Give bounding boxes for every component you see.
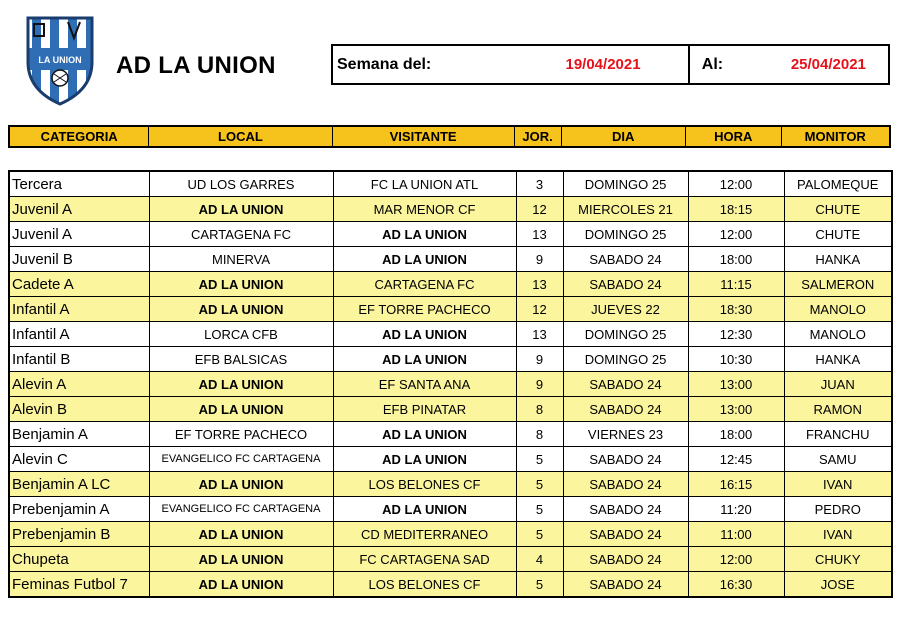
cell-visitante: LOS BELONES CF: [333, 472, 516, 497]
week-start-date: 19/04/2021: [565, 56, 641, 73]
cell-categoria: Benjamin A: [9, 422, 149, 447]
cell-monitor: MANOLO: [784, 322, 892, 347]
cell-hora: 18:30: [688, 297, 784, 322]
cell-dia: SABADO 24: [563, 522, 688, 547]
cell-visitante: AD LA UNION: [333, 322, 516, 347]
cell-categoria: Infantil A: [9, 322, 149, 347]
cell-dia: SABADO 24: [563, 497, 688, 522]
cell-local: AD LA UNION: [149, 472, 333, 497]
cell-jor: 5: [516, 472, 563, 497]
week-range-box: [331, 44, 890, 85]
cell-jor: 5: [516, 447, 563, 472]
cell-hora: 18:00: [688, 422, 784, 447]
table-row: [9, 422, 892, 447]
cell-monitor: SALMERON: [784, 272, 892, 297]
table-row: [9, 547, 892, 572]
cell-local: EF TORRE PACHECO: [149, 422, 333, 447]
cell-local: AD LA UNION: [149, 572, 333, 598]
column-header-row: [8, 125, 891, 148]
week-to-label: Al:: [701, 55, 724, 73]
cell-hora: 16:30: [688, 572, 784, 598]
table-row: [9, 497, 892, 522]
cell-visitante: AD LA UNION: [333, 497, 516, 522]
week-end-date: 25/04/2021: [790, 56, 866, 73]
cell-jor: 3: [516, 171, 563, 197]
table-row: [9, 522, 892, 547]
cell-hora: 12:30: [688, 322, 784, 347]
cell-hora: 10:30: [688, 347, 784, 372]
cell-local: UD LOS GARRES: [149, 171, 333, 197]
cell-local: AD LA UNION: [149, 372, 333, 397]
cell-categoria: Alevin A: [9, 372, 149, 397]
cell-local: AD LA UNION: [149, 197, 333, 222]
cell-monitor: CHUKY: [784, 547, 892, 572]
cell-dia: SABADO 24: [563, 547, 688, 572]
cell-visitante: LOS BELONES CF: [333, 572, 516, 598]
cell-monitor: PEDRO: [784, 497, 892, 522]
cell-visitante: CD MEDITERRANEO: [333, 522, 516, 547]
schedule-table: [8, 170, 893, 598]
cell-jor: 5: [516, 572, 563, 598]
cell-categoria: Juvenil B: [9, 247, 149, 272]
cell-hora: 16:15: [688, 472, 784, 497]
col-header-dia: DIA: [562, 127, 686, 146]
table-row: [9, 447, 892, 472]
table-row: [9, 572, 892, 598]
table-row: [9, 197, 892, 222]
cell-visitante: AD LA UNION: [333, 422, 516, 447]
cell-dia: VIERNES 23: [563, 422, 688, 447]
cell-jor: 12: [516, 297, 563, 322]
cell-jor: 9: [516, 247, 563, 272]
cell-categoria: Juvenil A: [9, 222, 149, 247]
cell-visitante: EFB PINATAR: [333, 397, 516, 422]
cell-jor: 9: [516, 372, 563, 397]
col-header-visitante: VISITANTE: [333, 127, 515, 146]
cell-visitante: MAR MENOR CF: [333, 197, 516, 222]
table-row: [9, 247, 892, 272]
cell-dia: DOMINGO 25: [563, 171, 688, 197]
cell-monitor: CHUTE: [784, 197, 892, 222]
cell-local: AD LA UNION: [149, 547, 333, 572]
cell-categoria: Benjamin A LC: [9, 472, 149, 497]
cell-visitante: CARTAGENA FC: [333, 272, 516, 297]
cell-hora: 11:00: [688, 522, 784, 547]
crest-text: LA UNION: [38, 55, 82, 65]
cell-monitor: SAMU: [784, 447, 892, 472]
cell-hora: 18:15: [688, 197, 784, 222]
cell-dia: MIERCOLES 21: [563, 197, 688, 222]
cell-visitante: AD LA UNION: [333, 247, 516, 272]
table-row: [9, 347, 892, 372]
cell-dia: DOMINGO 25: [563, 322, 688, 347]
cell-categoria: Infantil B: [9, 347, 149, 372]
col-header-categoria: CATEGORIA: [10, 127, 149, 146]
cell-jor: 9: [516, 347, 563, 372]
cell-categoria: Feminas Futbol 7: [9, 572, 149, 598]
cell-hora: 12:00: [688, 547, 784, 572]
cell-jor: 13: [516, 322, 563, 347]
club-crest: [24, 14, 96, 106]
cell-local: CARTAGENA FC: [149, 222, 333, 247]
table-row: [9, 297, 892, 322]
cell-hora: 12:00: [688, 222, 784, 247]
cell-visitante: EF SANTA ANA: [333, 372, 516, 397]
cell-local: EVANGELICO FC CARTAGENA: [149, 497, 333, 522]
cell-hora: 12:45: [688, 447, 784, 472]
cell-local: MINERVA: [149, 247, 333, 272]
cell-jor: 5: [516, 497, 563, 522]
cell-categoria: Juvenil A: [9, 197, 149, 222]
cell-monitor: HANKA: [784, 347, 892, 372]
cell-dia: SABADO 24: [563, 372, 688, 397]
cell-dia: SABADO 24: [563, 447, 688, 472]
cell-local: EVANGELICO FC CARTAGENA: [149, 447, 333, 472]
cell-jor: 13: [516, 272, 563, 297]
table-row: [9, 171, 892, 197]
cell-jor: 5: [516, 522, 563, 547]
cell-dia: DOMINGO 25: [563, 347, 688, 372]
cell-local: EFB BALSICAS: [149, 347, 333, 372]
cell-jor: 8: [516, 422, 563, 447]
cell-monitor: IVAN: [784, 472, 892, 497]
cell-local: LORCA CFB: [149, 322, 333, 347]
cell-local: AD LA UNION: [149, 272, 333, 297]
cell-jor: 13: [516, 222, 563, 247]
table-row: [9, 372, 892, 397]
cell-hora: 11:20: [688, 497, 784, 522]
cell-categoria: Alevin B: [9, 397, 149, 422]
table-row: [9, 222, 892, 247]
cell-jor: 12: [516, 197, 563, 222]
cell-visitante: EF TORRE PACHECO: [333, 297, 516, 322]
cell-categoria: Chupeta: [9, 547, 149, 572]
cell-hora: 18:00: [688, 247, 784, 272]
cell-monitor: IVAN: [784, 522, 892, 547]
cell-jor: 8: [516, 397, 563, 422]
cell-monitor: FRANCHU: [784, 422, 892, 447]
cell-hora: 11:15: [688, 272, 784, 297]
cell-hora: 12:00: [688, 171, 784, 197]
cell-monitor: RAMON: [784, 397, 892, 422]
cell-monitor: JOSE: [784, 572, 892, 598]
cell-local: AD LA UNION: [149, 397, 333, 422]
cell-dia: DOMINGO 25: [563, 222, 688, 247]
cell-categoria: Cadete A: [9, 272, 149, 297]
cell-monitor: MANOLO: [784, 297, 892, 322]
col-header-local: LOCAL: [149, 127, 332, 146]
cell-visitante: FC LA UNION ATL: [333, 171, 516, 197]
cell-categoria: Prebenjamin A: [9, 497, 149, 522]
col-header-jornada: JOR.: [515, 127, 562, 146]
col-header-hora: HORA: [686, 127, 782, 146]
cell-hora: 13:00: [688, 372, 784, 397]
cell-local: AD LA UNION: [149, 522, 333, 547]
table-row: [9, 272, 892, 297]
club-title: AD LA UNION: [116, 52, 276, 79]
cell-categoria: Infantil A: [9, 297, 149, 322]
cell-jor: 4: [516, 547, 563, 572]
cell-dia: SABADO 24: [563, 397, 688, 422]
cell-categoria: Tercera: [9, 171, 149, 197]
table-row: [9, 397, 892, 422]
cell-dia: SABADO 24: [563, 247, 688, 272]
cell-categoria: Alevin C: [9, 447, 149, 472]
cell-monitor: PALOMEQUE: [784, 171, 892, 197]
cell-visitante: AD LA UNION: [333, 447, 516, 472]
cell-dia: SABADO 24: [563, 272, 688, 297]
cell-visitante: FC CARTAGENA SAD: [333, 547, 516, 572]
cell-monitor: HANKA: [784, 247, 892, 272]
cell-hora: 13:00: [688, 397, 784, 422]
cell-visitante: AD LA UNION: [333, 222, 516, 247]
table-row: [9, 472, 892, 497]
cell-monitor: JUAN: [784, 372, 892, 397]
cell-local: AD LA UNION: [149, 297, 333, 322]
week-label: Semana del:: [337, 55, 432, 73]
cell-dia: JUEVES 22: [563, 297, 688, 322]
table-row: [9, 322, 892, 347]
cell-categoria: Prebenjamin B: [9, 522, 149, 547]
col-header-monitor: MONITOR: [804, 129, 866, 144]
cell-visitante: AD LA UNION: [333, 347, 516, 372]
cell-monitor: CHUTE: [784, 222, 892, 247]
cell-dia: SABADO 24: [563, 572, 688, 598]
cell-dia: SABADO 24: [563, 472, 688, 497]
